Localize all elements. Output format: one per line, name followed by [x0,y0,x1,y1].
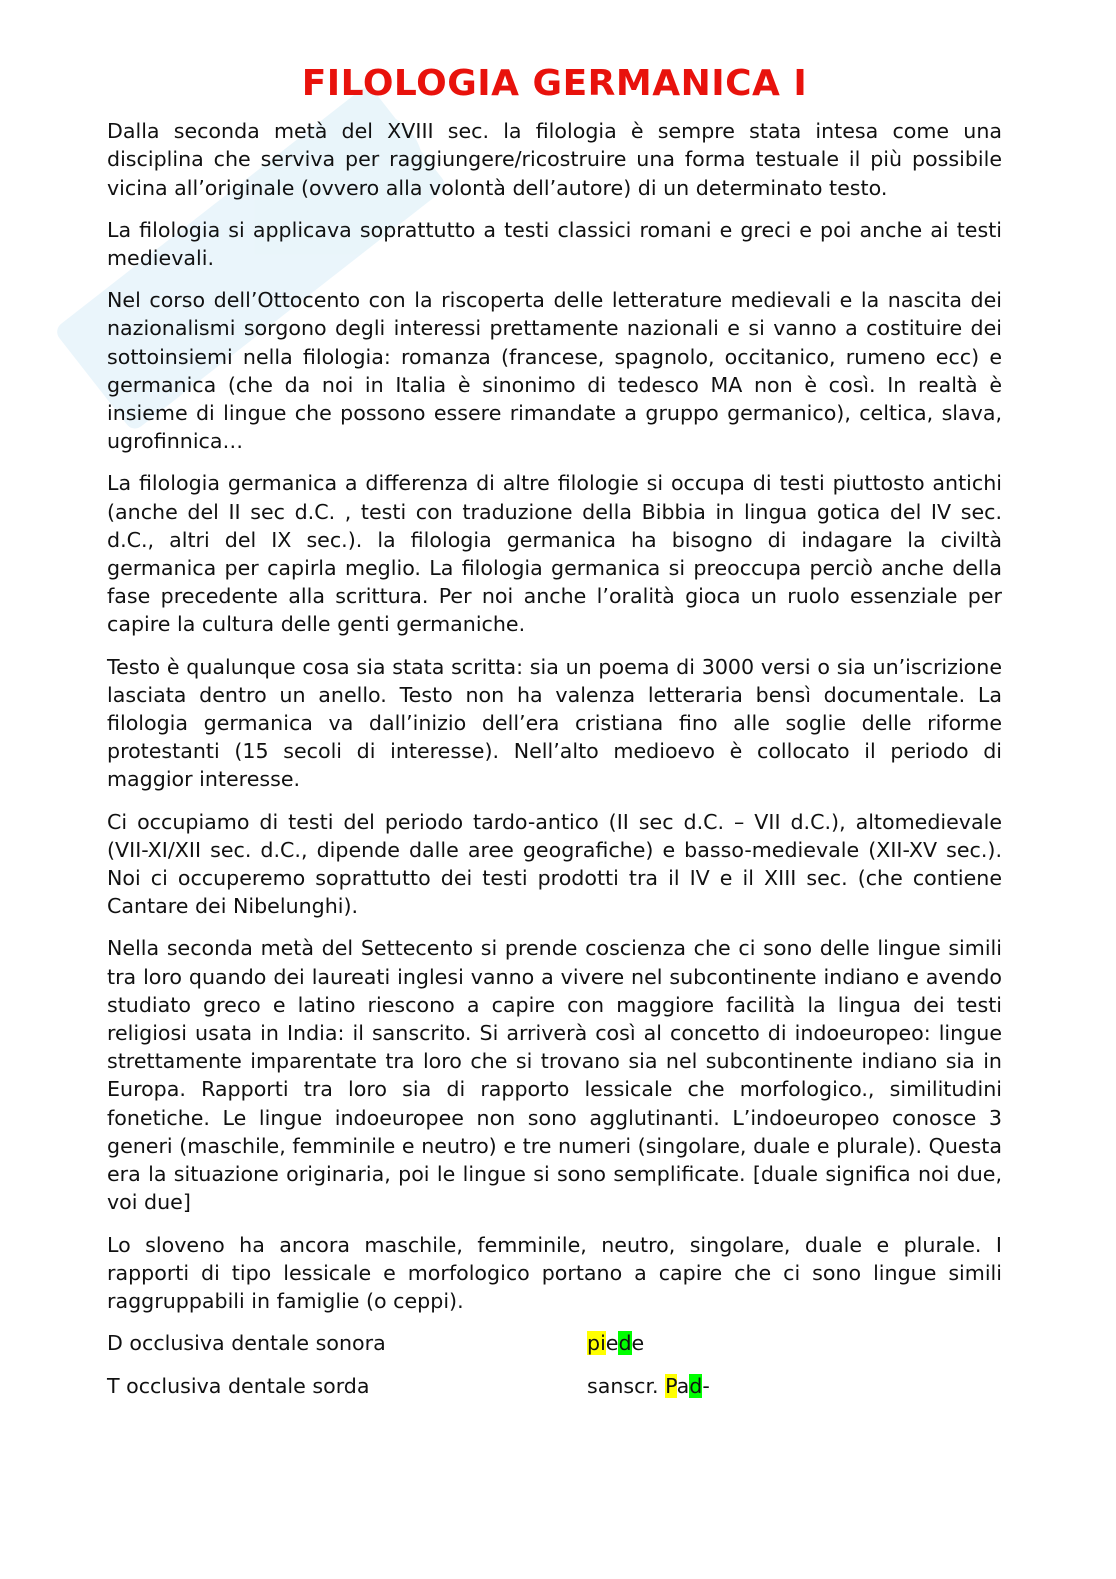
paragraph: Lo sloveno ha ancora maschile, femminile, neutro, singolare, duale e plurale. I rapporti di tipo lessicale e morfologico portano a capire che ci sono lingue simili raggruppabili in famiglie (o ceppi). [107,1232,1002,1313]
paragraph: La filologia germanica a differenza di altre filologie si occupa di testi piuttosto antichi (anche del II sec d.C. , testi con traduzione della Bibbia in lingua gotica del IV sec. d.C., altri del IX sec.). la filologia germanica ha bisogno di indagare la civiltà germanica per capirla meglio. La filologia germanica si preoccupa perciò anche della fase precedente alla scrittura. Per noi anche l’oralità gioca un ruolo essenziale per capire la cultura delle genti germaniche. [107,471,1002,637]
example-row [107,1329,1002,1357]
example-prefix: sanscr. [587,1374,666,1399]
highlight-yellow-segment: pi [587,1331,606,1356]
highlight-yellow-segment: P [665,1374,677,1399]
example-word [587,1329,1002,1357]
document-title: FILOLOGIA GERMANICA I [301,63,808,104]
word-segment: e [631,1331,645,1356]
word-segment: e [605,1331,619,1356]
highlight-green-segment: d [689,1374,703,1399]
example-label: D occlusiva dentale sonora [107,1331,386,1356]
document-page [107,62,1002,1416]
example-word [587,1372,1002,1400]
example-row [107,1372,1002,1400]
paragraph: Testo è qualunque cosa sia stata scritta: sia un poema di 3000 versi o sia un’iscrizione lasciata dentro un anello. Testo non ha valenza letteraria bensì documentale. La filologia germanica va dall’inizio dell’era cristiana fino alle soglie delle riforme protestanti (15 secoli di interesse). Nell’alto medioevo è collocato il periodo di maggior interesse. [107,654,1002,792]
highlight-green-segment: d [618,1331,632,1356]
example-label: T occlusiva dentale sorda [107,1374,370,1399]
paragraph: Dalla seconda metà del XVIII sec. la filologia è sempre stata intesa come una disciplina che serviva per raggiungere/ricostruire una forma testuale il più possibile vicina all’originale (ovvero alla volontà dell’autore) di un determinato testo. [107,119,1002,200]
word-segment: a [676,1374,690,1399]
document-body [107,117,1002,1315]
word-segment: - [702,1374,710,1399]
paragraph: Nella seconda metà del Settecento si prende coscienza che ci sono delle lingue simili tra loro quando dei laureati inglesi vanno a vivere nel subcontinente indiano e avendo studiato greco e latino riescono a capire con maggiore facilità la lingua dei testi religiosi usata in India: il sanscrito. Si arriverà così al concetto di indoeuropeo: lingue strettamente imparentate tra loro che si trovano sia nel subcontinente indiano sia in Europa. Rapporti tra loro sia di rapporto lessicale che morfologico., similitudini fonetiche. Le lingue indoeuropee non sono agglutinanti. L’indoeuropeo conosce 3 generi (maschile, femminile e neutro) e tre numeri (singolare, duale e plurale). Questa era la situazione originaria, poi le lingue si sono semplificate. [duale significa noi due, voi due] [107,936,1002,1215]
phonetics-examples [107,1329,1002,1400]
paragraph: Nel corso dell’Ottocento con la riscoperta delle letterature medievali e la nascita dei nazionalismi sorgono degli interessi prettamente nazionali e si vanno a costituire dei sottoinsiemi nella filologia: romanza (francese, spagnolo, occitanico, rumeno ecc) e germanica (che da noi in Italia è sinonimo di tedesco MA non è così. In realtà è insieme di lingue che possono essere rimandate a gruppo germanico), celtica, slava, ugrofinnica… [107,288,1002,454]
paragraph: Ci occupiamo di testi del periodo tardo-antico (II sec d.C. – VII d.C.), altomedievale (VII-XI/XII sec. d.C., dipende dalle aree geografiche) e basso-medievale (XII-XV sec.). Noi ci occuperemo soprattutto dei testi prodotti tra il IV e il XIII sec. (che contiene Cantare dei Nibelunghi). [107,809,1002,919]
paragraph: La filologia si applicava soprattutto a testi classici romani e greci e poi anche ai testi medievali. [107,217,1002,270]
